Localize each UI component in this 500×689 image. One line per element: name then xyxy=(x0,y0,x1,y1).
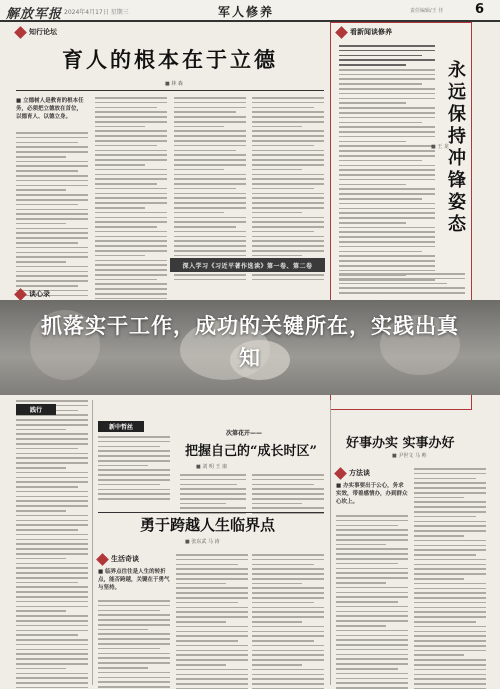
section-title: 军人修养 xyxy=(218,5,275,19)
diamond-icon xyxy=(14,288,27,301)
main-byline: ■ 林 森 xyxy=(165,81,183,87)
diamond-icon xyxy=(14,26,27,39)
lower-column-1 xyxy=(16,400,88,689)
text-column-4 xyxy=(252,97,324,283)
main-lead: ■ 立德树人是教育的根本任务，必须把立德放在首位，以德育人、以德立身。 xyxy=(16,98,84,120)
bottom-byline: ■ 张东武 马 涛 xyxy=(185,539,220,545)
sidebar-headline: 永远保持冲锋姿态 xyxy=(445,60,466,236)
method-lead: ■ 办实事要出于公心，务求实效，带着感情办，办到群众心坎上。 xyxy=(336,483,408,505)
newspaper-logo: 解放军报 xyxy=(6,7,63,22)
bottom-column-1 xyxy=(98,600,170,689)
text-column-3 xyxy=(174,97,246,283)
essay-column-3 xyxy=(252,474,324,517)
method-label: 方法谈 xyxy=(336,468,370,478)
sidebar-text xyxy=(339,45,435,284)
diamond-icon xyxy=(335,26,348,39)
life-lead: ■ 临界点往往是人生的转折点，能否跨越，关键在于勇气与坚持。 xyxy=(98,569,170,591)
sidebar-label: 看新闻谈修养 xyxy=(337,27,392,37)
diamond-icon xyxy=(96,553,109,566)
right-column-2 xyxy=(414,468,486,689)
text-column-2 xyxy=(95,97,167,303)
overlay-headline: 抓落实干工作，成功的关键所在，实践出真知 xyxy=(41,314,459,370)
masthead xyxy=(0,0,500,22)
right-headline: 好事办实 实事办好 xyxy=(346,436,455,451)
essay-column-1 xyxy=(98,436,170,503)
essay-rule xyxy=(98,512,324,513)
knowledge-label: 知行论坛 xyxy=(16,27,57,37)
page-number: 6 xyxy=(475,2,485,17)
headline-rule xyxy=(16,90,324,91)
editor-credit: 责任编辑/王 佳 xyxy=(410,8,444,14)
essay-column-2 xyxy=(180,474,246,517)
new-camp-label: 新中哲丝 xyxy=(98,421,144,432)
column-divider xyxy=(92,400,93,685)
bottom-headline: 勇于跨越人生临界点 xyxy=(140,516,276,534)
essay-kicker: 次第花开—— xyxy=(226,430,263,437)
right-byline: ■ 尹世文 马 帅 xyxy=(392,453,427,459)
right-column-1 xyxy=(336,515,408,689)
practice-label: 践行 xyxy=(16,404,56,415)
study-banner: 深入学习《习近平著作选读》第一卷、第二卷 xyxy=(170,258,325,272)
text-column-1 xyxy=(16,132,88,299)
bottom-column-2 xyxy=(176,554,248,689)
life-label: 生活奇谈 xyxy=(98,554,139,564)
essay-byline: ■ 刘 明 王 康 xyxy=(196,464,228,470)
bottom-column-3 xyxy=(252,554,324,689)
sidebar-text-bottom xyxy=(339,273,465,297)
column-divider-right xyxy=(330,400,331,685)
essay-headline: 把握自己的“成长时区” xyxy=(185,444,317,459)
sidebar-byline: ■ 王 龙 xyxy=(431,144,449,150)
diamond-icon xyxy=(334,467,347,480)
talk-label: 谈心录 xyxy=(16,289,50,299)
main-headline: 育人的根本在于立德 xyxy=(62,47,278,72)
issue-date: 2024年4月17日 星期三 xyxy=(64,9,129,16)
